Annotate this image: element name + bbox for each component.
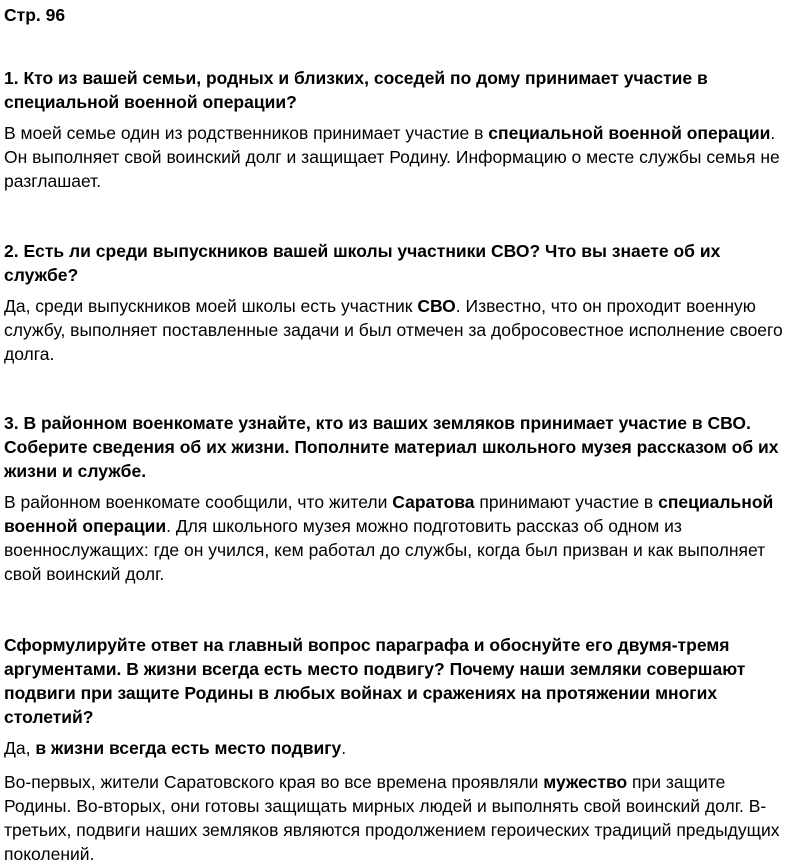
answer-1 (4, 121, 797, 193)
answer-4-bold: в жизни всегда есть место подвигу (35, 738, 342, 758)
answer-2 (4, 294, 797, 366)
question-4: Сформулируйте ответ на главный вопрос параграфа и обоснуйте его двумя-тремя аргументами. В жизни всегда есть место подвигу? Почему наши земляки совершают подвиги при защите Родины в любых войнах и сражениях на протяжении многих столетий? (4, 635, 746, 727)
answer-2-text: . Известно, что он проходит военную службу, выполняет поставленные задачи и был отмечен за добросовестное исполнение своего долга. (4, 296, 783, 364)
answer-4-text: Да, (4, 738, 36, 758)
answer-2-text: Да, среди выпускников моей школы есть участник (4, 296, 418, 316)
answer-4 (4, 736, 797, 760)
question-1: 1. Кто из вашей семьи, родных и близких, соседей по дому принимает участие в специальной военной операции? (4, 68, 708, 112)
question-2: 2. Есть ли среди выпускников вашей школы участники СВО? Что вы знаете об их службе? (4, 241, 721, 285)
answer-3-text: В районном военкомате сообщили, что жители (4, 492, 393, 512)
answer-2-bold: СВО (417, 296, 456, 316)
answer-4-arguments (4, 770, 797, 866)
answer-3-text: . Для школьного музея можно подготовить рассказ об одном из военнослужащих: где он учился, кем работал до службы, когда был призван и как выполняет свой воинский долг. (4, 516, 766, 584)
answer-1-bold: специальной военной операции (488, 123, 771, 143)
page-number: Стр. 96 (4, 5, 66, 25)
answer-4-arguments-bold: мужество (543, 772, 628, 792)
answer-3 (4, 490, 797, 586)
question-3: 3. В районном военкомате узнайте, кто из ваших земляков принимает участие в СВО. Соберите сведения об их жизни. Пополните материал школьного музея рассказом об их жизни и службе. (4, 413, 779, 481)
answer-4-text: . (341, 738, 347, 758)
answer-3-bold: специальной военной операции (4, 492, 774, 536)
answer-4-arguments-text: при защите Родины. Во-вторых, они готовы защищать мирных людей и выполнять свой воинский долг. В-третьих, подвиги наших земляков являются продолжением героических традиций предыдущих поколений. (4, 772, 780, 864)
answer-1-text: . Он выполняет свой воинский долг и защищает Родину. Информацию о месте службы семья не разглашает. (4, 123, 780, 191)
answer-3-bold: Саратова (392, 492, 475, 512)
answer-3-text: принимают участие в (474, 492, 659, 512)
answer-4-arguments-text: Во-первых, жители Саратовского края во все времена проявляли (4, 772, 544, 792)
answer-1-text: В моей семье один из родственников принимает участие в (4, 123, 489, 143)
